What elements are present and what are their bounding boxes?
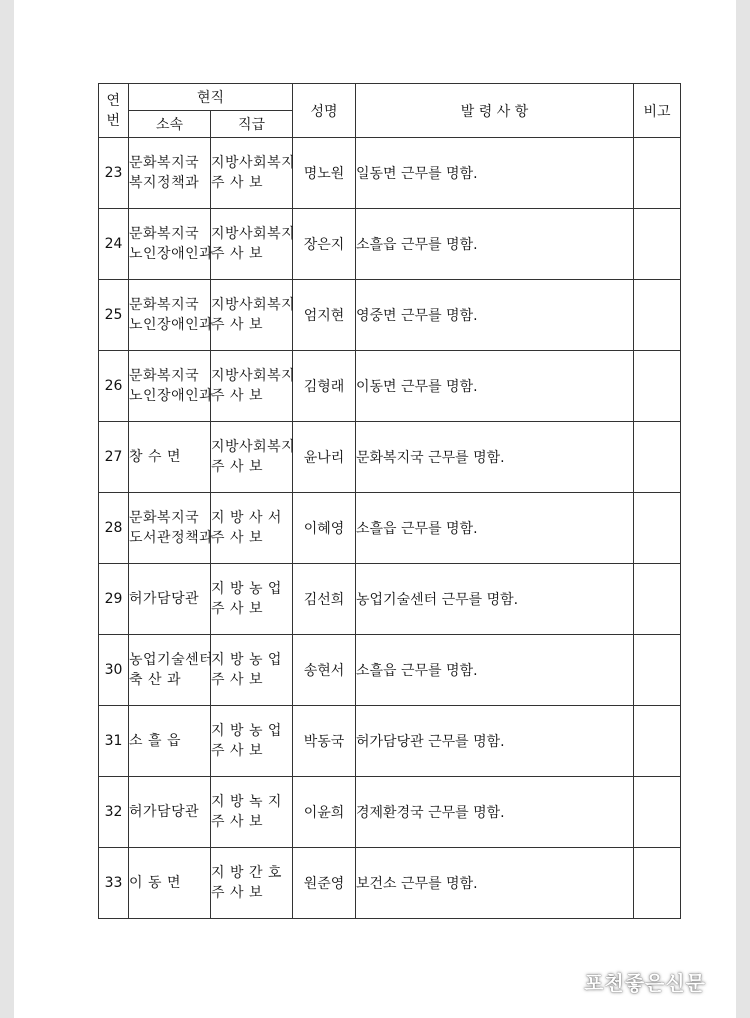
department-line: 문화복지국 <box>129 155 200 171</box>
rank-line: 주 사 보 <box>211 530 263 546</box>
department-line: 노인장애인과 <box>129 388 214 404</box>
row-number: 26 <box>99 351 129 422</box>
rank-line: 지 방 농 업 <box>211 581 282 597</box>
row-order: 영중면 근무를 명함. <box>356 280 634 351</box>
rank-line: 지 방 농 업 <box>211 723 282 739</box>
department-line: 복지정책과 <box>129 175 200 191</box>
rank-line: 주 사 보 <box>211 885 263 901</box>
department-line: 노인장애인과 <box>129 317 214 333</box>
department-line: 축 산 과 <box>129 672 181 688</box>
rank-line: 지방사회복지 <box>211 439 296 455</box>
table-row <box>99 138 681 209</box>
row-rank <box>211 493 293 564</box>
header-dept: 소속 <box>129 111 211 138</box>
header-no: 연 번 <box>99 84 129 138</box>
row-department <box>129 422 211 493</box>
row-number: 27 <box>99 422 129 493</box>
row-name: 이혜영 <box>293 493 356 564</box>
row-rank <box>211 564 293 635</box>
row-name: 김형래 <box>293 351 356 422</box>
rank-line: 지 방 녹 지 <box>211 794 282 810</box>
rank-line: 지 방 사 서 <box>211 510 282 526</box>
row-name: 이윤희 <box>293 777 356 848</box>
table-row <box>99 848 681 919</box>
row-department <box>129 280 214 351</box>
row-rank <box>211 777 293 848</box>
department-line: 허가담당관 <box>129 591 200 607</box>
rank-line: 지 방 농 업 <box>211 652 282 668</box>
row-department <box>129 351 214 422</box>
row-department <box>129 635 214 706</box>
row-rank <box>211 635 293 706</box>
row-name: 송현서 <box>293 635 356 706</box>
personnel-order-table <box>98 83 681 919</box>
row-remark <box>634 138 681 209</box>
row-department <box>129 493 214 564</box>
row-remark <box>634 422 681 493</box>
table-row <box>99 493 681 564</box>
header-remark: 비고 <box>634 84 681 138</box>
department-line: 문화복지국 <box>129 510 200 526</box>
header-row-1 <box>99 84 681 111</box>
row-number: 23 <box>99 138 129 209</box>
row-number: 24 <box>99 209 129 280</box>
rank-line: 지방사회복지 <box>211 368 296 384</box>
row-number: 28 <box>99 493 129 564</box>
department-line: 도서관정책과 <box>129 530 214 546</box>
rank-line: 지방사회복지 <box>211 226 296 242</box>
rank-line: 지방사회복지 <box>211 297 296 313</box>
row-rank <box>211 848 293 919</box>
row-remark <box>634 280 681 351</box>
department-line: 문화복지국 <box>129 368 200 384</box>
document-page <box>14 0 736 1018</box>
department-line: 허가담당관 <box>129 804 200 820</box>
table-row <box>99 706 681 777</box>
table-row <box>99 564 681 635</box>
row-department <box>129 848 211 919</box>
rank-line: 주 사 보 <box>211 388 263 404</box>
row-department <box>129 564 211 635</box>
row-order: 소흘읍 근무를 명함. <box>356 209 634 280</box>
rank-line: 주 사 보 <box>211 814 263 830</box>
row-number: 30 <box>99 635 129 706</box>
row-order: 소흘읍 근무를 명함. <box>356 493 634 564</box>
row-rank <box>211 351 296 422</box>
department-line: 창 수 면 <box>129 449 181 465</box>
newspaper-watermark: 포천좋은신문 <box>584 971 706 995</box>
row-department <box>129 138 211 209</box>
header-current-position: 현직 <box>129 84 293 111</box>
row-rank <box>211 138 296 209</box>
row-order: 일동면 근무를 명함. <box>356 138 634 209</box>
row-number: 32 <box>99 777 129 848</box>
row-name: 김선희 <box>293 564 356 635</box>
row-name: 원준영 <box>293 848 356 919</box>
row-remark <box>634 848 681 919</box>
row-remark <box>634 493 681 564</box>
row-number: 25 <box>99 280 129 351</box>
row-department <box>129 209 214 280</box>
rank-line: 지 방 간 호 <box>211 865 282 881</box>
row-department <box>129 777 211 848</box>
row-department <box>129 706 211 777</box>
row-remark <box>634 635 681 706</box>
row-order: 이동면 근무를 명함. <box>356 351 634 422</box>
row-rank <box>211 422 296 493</box>
department-line: 농업기술센터 <box>129 652 214 668</box>
row-order: 소흘읍 근무를 명함. <box>356 635 634 706</box>
row-order: 경제환경국 근무를 명함. <box>356 777 634 848</box>
rank-line: 주 사 보 <box>211 459 263 475</box>
department-line: 문화복지국 <box>129 297 200 313</box>
row-rank <box>211 706 293 777</box>
row-remark <box>634 209 681 280</box>
rank-line: 지방사회복지 <box>211 155 296 171</box>
header-rank: 직급 <box>211 111 293 138</box>
table-row <box>99 422 681 493</box>
row-number: 31 <box>99 706 129 777</box>
rank-line: 주 사 보 <box>211 246 263 262</box>
row-name: 엄지현 <box>293 280 356 351</box>
table-row <box>99 777 681 848</box>
rank-line: 주 사 보 <box>211 175 263 191</box>
table-row <box>99 209 681 280</box>
row-order: 보건소 근무를 명함. <box>356 848 634 919</box>
row-name: 윤나리 <box>293 422 356 493</box>
row-name: 명노원 <box>293 138 356 209</box>
table-row <box>99 351 681 422</box>
header-order: 발 령 사 항 <box>356 84 634 138</box>
row-order: 농업기술센터 근무를 명함. <box>356 564 634 635</box>
row-rank <box>211 280 296 351</box>
row-remark <box>634 706 681 777</box>
row-name: 박동국 <box>293 706 356 777</box>
department-line: 문화복지국 <box>129 226 200 242</box>
rank-line: 주 사 보 <box>211 317 263 333</box>
row-rank <box>211 209 296 280</box>
row-remark <box>634 351 681 422</box>
department-line: 이 동 면 <box>129 875 181 891</box>
row-name: 장은지 <box>293 209 356 280</box>
table-row <box>99 280 681 351</box>
row-order: 문화복지국 근무를 명함. <box>356 422 634 493</box>
department-line: 노인장애인과 <box>129 246 214 262</box>
row-number: 33 <box>99 848 129 919</box>
row-order: 허가담당관 근무를 명함. <box>356 706 634 777</box>
rank-line: 주 사 보 <box>211 743 263 759</box>
row-remark <box>634 777 681 848</box>
rank-line: 주 사 보 <box>211 672 263 688</box>
department-line: 소 흘 읍 <box>129 733 181 749</box>
header-name: 성명 <box>293 84 356 138</box>
rank-line: 주 사 보 <box>211 601 263 617</box>
row-remark <box>634 564 681 635</box>
table-row <box>99 635 681 706</box>
row-number: 29 <box>99 564 129 635</box>
